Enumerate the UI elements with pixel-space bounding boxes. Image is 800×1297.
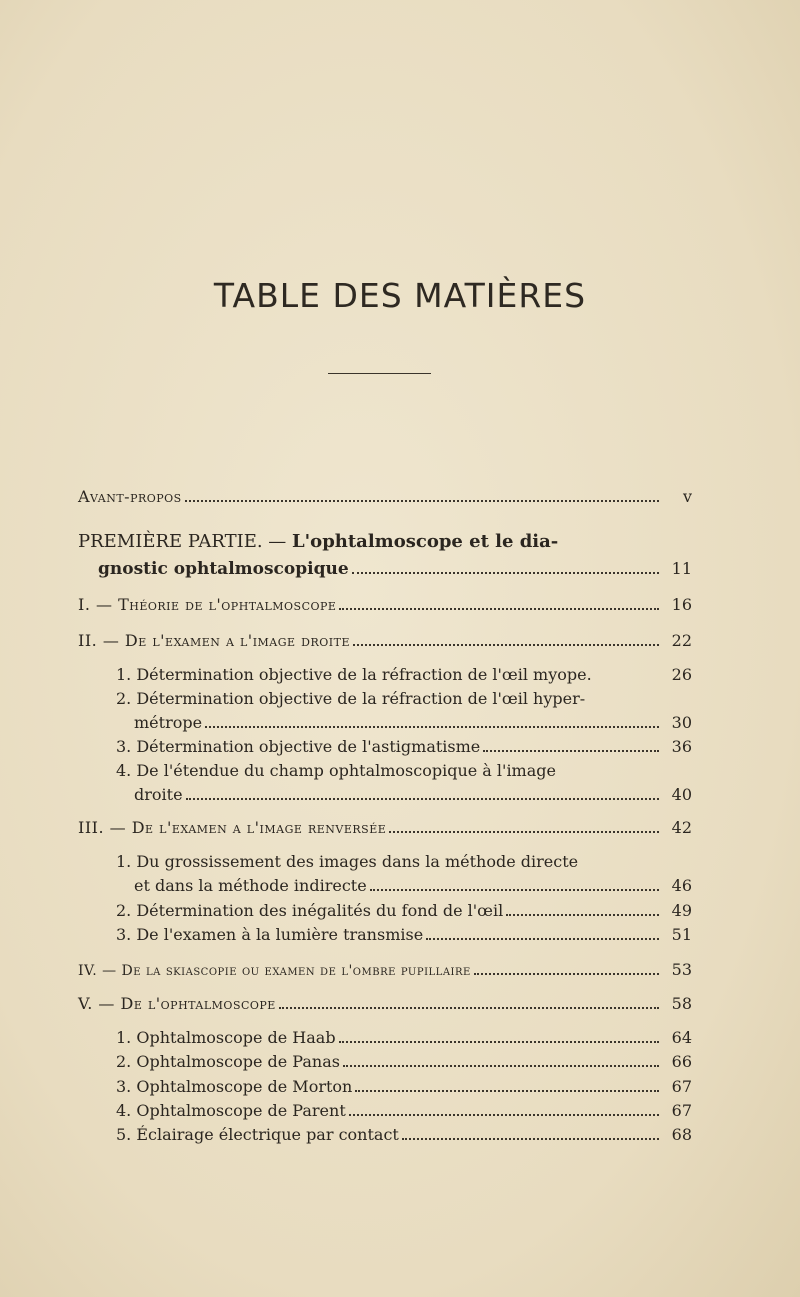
toc-entry-text: 3. Ophtalmoscope de Morton xyxy=(116,1077,353,1096)
leader-dots xyxy=(352,572,659,574)
toc-page-number: 66 xyxy=(671,1052,692,1071)
leader-dots xyxy=(349,1114,659,1116)
toc-entry-text: IV. — De la skiascopie ou examen de l'ombre pupillaire xyxy=(78,963,471,979)
toc-entry-text: III. — De l'examen a l'image renversée xyxy=(78,818,387,837)
leader-dots xyxy=(426,938,659,940)
leader-dots xyxy=(483,750,659,752)
toc-page-number: 67 xyxy=(671,1101,692,1120)
toc-page-number: 58 xyxy=(671,994,692,1013)
leader-dots xyxy=(370,889,659,891)
toc-entry xyxy=(134,873,692,899)
leader-dots xyxy=(279,1007,659,1009)
toc-entry xyxy=(116,922,692,948)
toc-entry-text: gnostic ophtalmoscopique xyxy=(98,559,349,579)
toc-page-number: 42 xyxy=(671,818,692,837)
leader-dots xyxy=(474,973,659,975)
toc-part-heading xyxy=(78,529,558,555)
toc-entry-text: II. — De l'examen a l'image droite xyxy=(78,631,350,650)
toc-entry-text: métrope xyxy=(134,713,203,732)
toc-entry xyxy=(78,957,692,983)
page-title: TABLE DES MATIÈRES xyxy=(213,276,587,315)
leader-dots xyxy=(355,1090,659,1092)
toc-entry xyxy=(78,628,692,654)
toc-page-number: 26 xyxy=(671,665,692,684)
toc-entry xyxy=(134,782,692,808)
title-rule xyxy=(328,373,431,374)
leader-dots xyxy=(185,500,659,502)
toc-entry-text: 1. Ophtalmoscope de Haab xyxy=(116,1028,336,1047)
toc-page-number: 67 xyxy=(671,1077,692,1096)
toc-entry-text: 2. Ophtalmoscope de Panas xyxy=(116,1052,340,1071)
toc-entry xyxy=(116,898,692,924)
toc-entry xyxy=(116,1074,692,1100)
leader-dots xyxy=(339,1041,659,1043)
toc-page-number: 49 xyxy=(671,901,692,920)
toc-entry-text: V. — De l'ophtalmoscope xyxy=(78,994,276,1013)
toc-entry-text: 2. Détermination des inégalités du fond de l'œil xyxy=(116,901,504,920)
toc-entry-text: 3. De l'examen à la lumière transmise xyxy=(116,925,424,944)
toc-page-number: 16 xyxy=(671,595,692,614)
toc-entry xyxy=(78,592,692,618)
toc-entry xyxy=(134,710,692,736)
toc-page-number: 64 xyxy=(671,1028,692,1047)
toc-page-number: 30 xyxy=(671,713,692,732)
toc-page-number: 22 xyxy=(671,631,692,650)
toc-entry-text: 1. Détermination objective de la réfraction de l'œil myope. xyxy=(116,665,592,684)
leader-dots xyxy=(186,798,659,800)
toc-entry xyxy=(116,1049,692,1075)
toc-entry xyxy=(98,556,692,582)
toc-entry xyxy=(78,815,692,841)
toc-page-number: 51 xyxy=(671,925,692,944)
leader-dots xyxy=(506,914,659,916)
toc-entry xyxy=(116,1122,692,1148)
toc-entry xyxy=(78,484,692,510)
toc-entry-line: 4. De l'étendue du champ ophtalmoscopique à l'image xyxy=(116,761,556,780)
toc-page-number: 40 xyxy=(671,785,692,804)
toc-entry xyxy=(116,734,692,760)
toc-page-number: v xyxy=(682,487,692,506)
leader-dots xyxy=(205,726,659,728)
toc-part-title: L'ophtalmoscope et le dia- xyxy=(292,531,559,552)
leader-dots xyxy=(339,608,659,610)
leader-dots xyxy=(353,644,659,646)
toc-entry-text: 3. Détermination objective de l'astigmatisme xyxy=(116,737,481,756)
toc-entry-text: I. — Théorie de l'ophtalmoscope xyxy=(78,595,337,614)
toc-page-number: 46 xyxy=(671,876,692,895)
toc-entry xyxy=(116,662,692,688)
leader-dots xyxy=(389,831,659,833)
leader-dots xyxy=(402,1138,659,1140)
toc-entry xyxy=(116,1098,692,1124)
toc-entry-line: 2. Détermination objective de la réfraction de l'œil hyper- xyxy=(116,689,586,708)
leader-dots xyxy=(343,1065,659,1067)
toc-page-number: 11 xyxy=(671,559,692,578)
toc-entry-text: Avant-propos xyxy=(78,487,182,506)
toc-page-number: 53 xyxy=(671,960,692,979)
toc-part-label: PREMIÈRE PARTIE. — xyxy=(78,531,293,552)
toc-entry xyxy=(78,991,692,1017)
toc-entry-text: 5. Éclairage électrique par contact xyxy=(116,1125,399,1144)
toc-entry xyxy=(116,1025,692,1051)
toc-entry-text: 4. Ophtalmoscope de Parent xyxy=(116,1101,346,1120)
toc-entry-text: et dans la méthode indirecte xyxy=(134,876,367,895)
toc-page-number: 68 xyxy=(671,1125,692,1144)
toc-page-number: 36 xyxy=(671,737,692,756)
toc-entry-text: droite xyxy=(134,785,183,804)
toc-entry-line: 1. Du grossissement des images dans la méthode directe xyxy=(116,852,579,871)
